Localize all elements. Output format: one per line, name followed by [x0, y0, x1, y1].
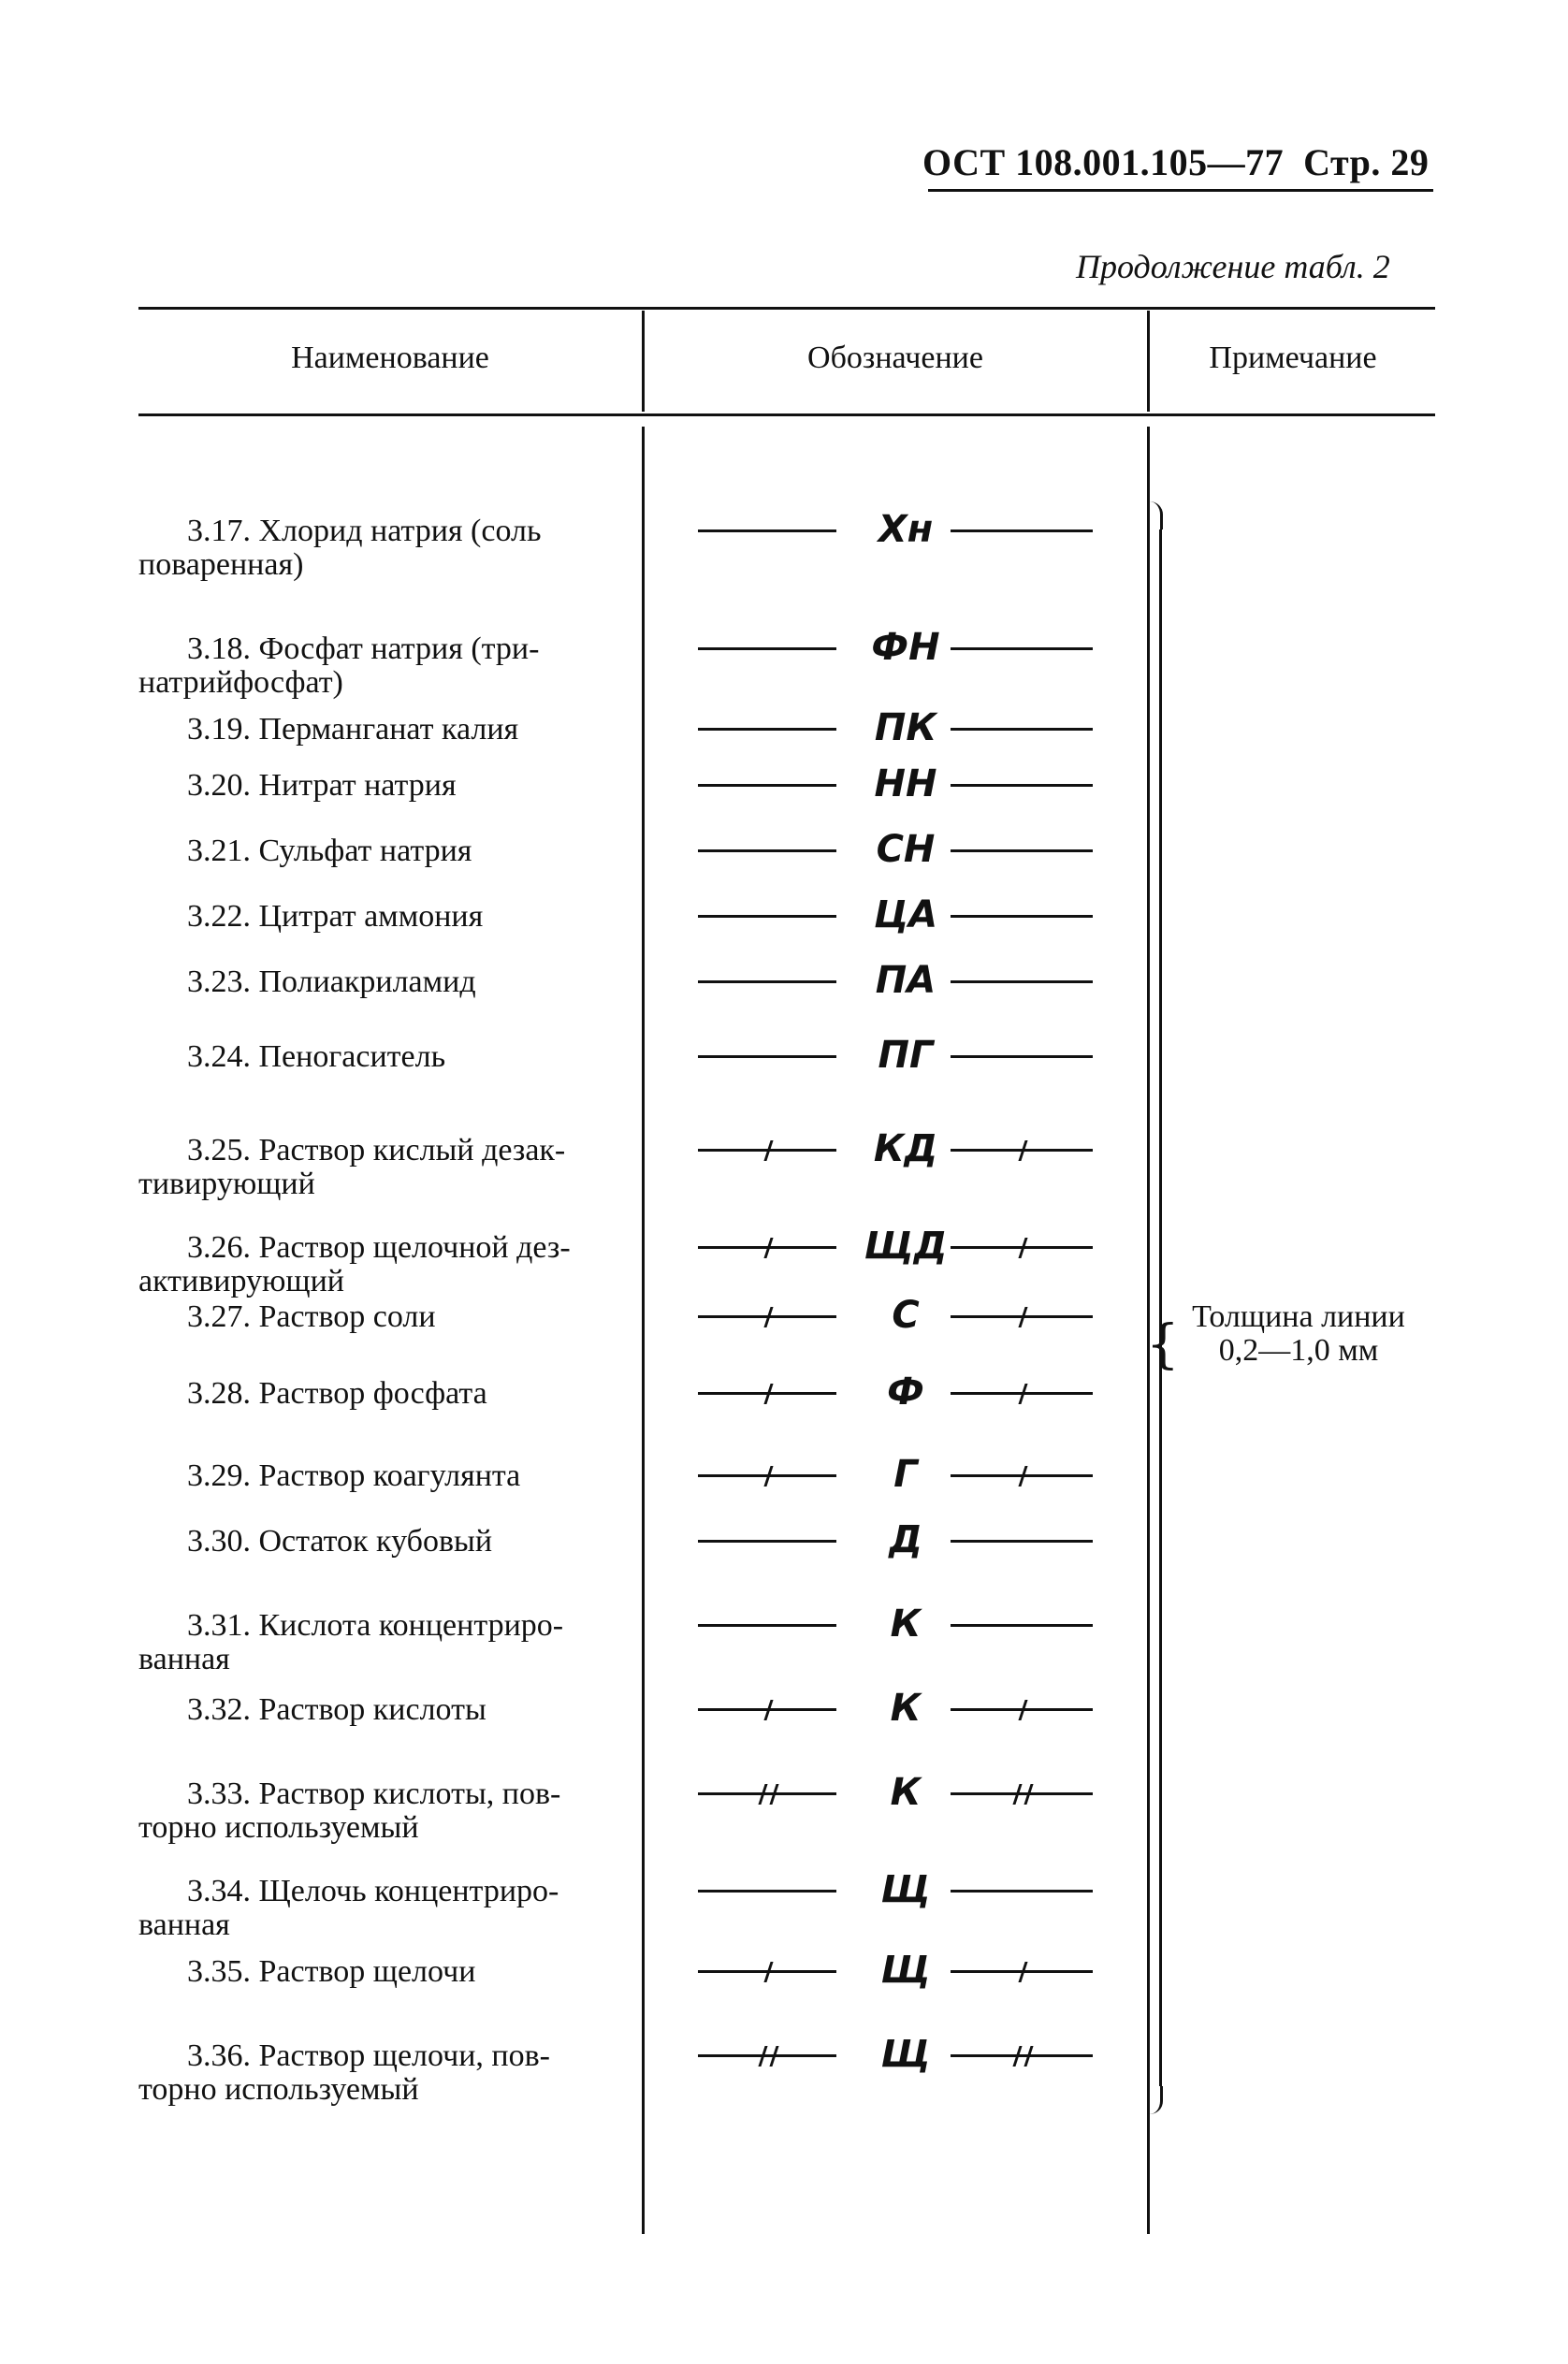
line-tick-mark	[758, 2046, 767, 2067]
line-segment-left	[698, 1474, 836, 1477]
row-name	[138, 1134, 634, 1201]
header-divider-2	[1147, 311, 1150, 412]
table-header-rule	[138, 413, 1435, 416]
row-name-line-1: 3.36. Раствор щелочи, пов-	[187, 2038, 550, 2073]
column-header-name: Наименование	[291, 341, 489, 375]
row-name	[138, 1459, 634, 1493]
line-segment-left	[698, 728, 836, 731]
note-line-2: 0,2—1,0 мм	[1218, 1333, 1379, 1368]
page-number: Стр. 29	[1303, 141, 1430, 183]
row-name-line-1: 3.28. Раствор фосфата	[187, 1376, 487, 1411]
row-name-line-1: 3.23. Полиакриламид	[187, 964, 476, 999]
brace-top	[1147, 501, 1163, 529]
line-tick-mark	[769, 2046, 778, 2067]
row-symbol: Хн	[878, 508, 934, 551]
line-tick-mark	[763, 1962, 773, 1982]
row-name-line-1: 3.21. Сульфат натрия	[187, 834, 472, 868]
table-top-rule	[138, 307, 1435, 310]
line-segment-left	[698, 1149, 836, 1152]
line-segment-left	[698, 1315, 836, 1318]
line-segment-right	[951, 1890, 1093, 1893]
row-symbol: К	[890, 1771, 922, 1814]
row-name-line-2: ванная	[138, 1907, 230, 1942]
line-segment-left	[698, 980, 836, 983]
row-symbol: Д	[889, 1518, 922, 1561]
column-header-symbol: Обозначение	[807, 341, 983, 375]
line-segment-left	[698, 1055, 836, 1058]
line-segment-right	[951, 728, 1093, 731]
row-symbol: Щ	[880, 2033, 931, 2076]
line-tick-mark	[1018, 1962, 1027, 1982]
row-name-line-1: 3.35. Раствор щелочи	[187, 1954, 476, 1989]
line-segment-left	[698, 1792, 836, 1795]
row-name-line-1: 3.27. Раствор соли	[187, 1299, 436, 1334]
row-name-line-1: 3.33. Раствор кислоты, пов-	[187, 1777, 561, 1811]
row-name-line-2: тивирующий	[138, 1167, 315, 1201]
line-segment-left	[698, 1708, 836, 1711]
column-divider-1	[642, 427, 645, 2234]
line-tick-mark	[1018, 1140, 1027, 1161]
line-tick-mark	[763, 1466, 773, 1487]
note-text	[1158, 1300, 1439, 1368]
line-tick-mark	[1018, 1307, 1027, 1327]
row-name-line-1: 3.34. Щелочь концентриро-	[187, 1874, 559, 1908]
line-segment-left	[698, 915, 836, 918]
row-name-line-2: натрийфосфат)	[138, 665, 343, 700]
row-symbol: К	[890, 1687, 922, 1730]
note-line-1: Толщина линии	[1192, 1299, 1405, 1334]
line-tick-mark	[763, 1238, 773, 1258]
row-name	[138, 965, 634, 999]
line-tick-mark	[1024, 2046, 1033, 2067]
row-name	[138, 1875, 634, 1942]
row-name-line-1: 3.20. Нитрат натрия	[187, 768, 457, 803]
row-name	[138, 1955, 634, 1989]
row-symbol: Щ	[880, 1868, 931, 1911]
row-name	[138, 900, 634, 934]
line-segment-right	[951, 2054, 1093, 2057]
brace-bottom	[1147, 2086, 1163, 2114]
row-name	[138, 1525, 634, 1559]
row-name	[138, 1300, 634, 1334]
line-segment-right	[951, 1792, 1093, 1795]
line-segment-right	[951, 784, 1093, 787]
line-segment-left	[698, 784, 836, 787]
line-segment-right	[951, 1246, 1093, 1249]
row-name	[138, 713, 634, 747]
row-name	[138, 1040, 634, 1074]
row-name	[138, 1377, 634, 1411]
line-segment-left	[698, 1540, 836, 1543]
line-segment-left	[698, 1246, 836, 1249]
row-name	[138, 834, 634, 868]
page-header	[922, 140, 1429, 184]
row-name	[138, 1609, 634, 1676]
column-header-note: Примечание	[1209, 341, 1377, 375]
line-segment-left	[698, 529, 836, 532]
line-tick-mark	[763, 1140, 773, 1161]
row-name-line-2: торно используемый	[138, 1810, 419, 1845]
line-segment-right	[951, 1392, 1093, 1395]
line-tick-mark	[758, 1784, 767, 1805]
line-tick-mark	[763, 1700, 773, 1720]
row-name	[138, 515, 634, 582]
line-segment-left	[698, 647, 836, 650]
row-symbol: ЩД	[864, 1225, 948, 1268]
row-name-line-1: 3.26. Раствор щелочной дез-	[187, 1230, 571, 1265]
line-segment-right	[951, 529, 1093, 532]
line-tick-mark	[1018, 1700, 1027, 1720]
row-name	[138, 1231, 634, 1298]
row-name-line-1: 3.31. Кислота концентриро-	[187, 1608, 564, 1643]
line-segment-right	[951, 1055, 1093, 1058]
row-name-line-2: торно используемый	[138, 2072, 419, 2107]
line-segment-right	[951, 1624, 1093, 1627]
row-name	[138, 632, 634, 700]
row-symbol: ПК	[874, 706, 937, 749]
row-name-line-2: активирующий	[138, 1264, 344, 1298]
row-symbol: Г	[893, 1453, 918, 1496]
line-tick-mark	[1012, 1784, 1022, 1805]
line-segment-left	[698, 849, 836, 852]
line-tick-mark	[1018, 1238, 1027, 1258]
line-tick-mark	[1018, 1384, 1027, 1404]
row-symbol: Ф	[887, 1371, 924, 1414]
row-symbol: С	[892, 1294, 920, 1337]
header-rule	[928, 189, 1433, 192]
row-symbol: КД	[873, 1127, 938, 1170]
row-name-line-1: 3.24. Пеногаситель	[187, 1039, 446, 1074]
line-tick-mark	[763, 1307, 773, 1327]
standard-code: ОСТ 108.001.105—77	[922, 141, 1285, 183]
line-segment-left	[698, 1890, 836, 1893]
row-symbol: Щ	[880, 1949, 931, 1992]
line-segment-left	[698, 1624, 836, 1627]
row-name-line-1: 3.18. Фосфат натрия (три-	[187, 631, 540, 666]
row-symbol: ЦА	[873, 893, 938, 936]
continuation-label: Продолжение табл. 2	[1076, 248, 1390, 285]
row-symbol: К	[890, 1603, 922, 1646]
line-segment-left	[698, 2054, 836, 2057]
line-tick-mark	[1024, 1784, 1033, 1805]
brace-point: {	[1146, 1314, 1180, 1375]
row-name	[138, 769, 634, 803]
line-segment-right	[951, 647, 1093, 650]
row-name-line-2: поваренная)	[138, 547, 304, 582]
line-segment-right	[951, 1149, 1093, 1152]
line-segment-right	[951, 1474, 1093, 1477]
header-divider-1	[642, 311, 645, 412]
row-symbol: НН	[874, 762, 937, 805]
row-symbol: СН	[876, 828, 936, 871]
row-symbol: ПГ	[878, 1034, 934, 1077]
row-name-line-1: 3.29. Раствор коагулянта	[187, 1458, 521, 1493]
row-name-line-1: 3.30. Остаток кубовый	[187, 1524, 493, 1559]
row-name	[138, 2039, 634, 2107]
line-segment-right	[951, 915, 1093, 918]
line-segment-right	[951, 1315, 1093, 1318]
line-tick-mark	[769, 1784, 778, 1805]
row-name	[138, 1777, 634, 1845]
row-name-line-1: 3.19. Перманганат калия	[187, 712, 519, 747]
row-symbol: ФН	[871, 626, 940, 669]
line-segment-right	[951, 1708, 1093, 1711]
line-tick-mark	[763, 1384, 773, 1404]
row-name-line-2: ванная	[138, 1642, 230, 1676]
line-segment-right	[951, 980, 1093, 983]
row-name-line-1: 3.25. Раствор кислый дезак-	[187, 1133, 566, 1167]
row-name-line-1: 3.22. Цитрат аммония	[187, 899, 484, 934]
row-name	[138, 1693, 634, 1727]
line-segment-right	[951, 849, 1093, 852]
line-segment-right	[951, 1970, 1093, 1973]
line-segment-left	[698, 1392, 836, 1395]
row-name-line-1: 3.32. Раствор кислоты	[187, 1692, 486, 1727]
line-tick-mark	[1018, 1466, 1027, 1487]
line-tick-mark	[1012, 2046, 1022, 2067]
line-segment-left	[698, 1970, 836, 1973]
line-segment-right	[951, 1540, 1093, 1543]
row-symbol: ПА	[875, 959, 936, 1002]
row-name-line-1: 3.17. Хлорид натрия (соль	[187, 514, 542, 548]
